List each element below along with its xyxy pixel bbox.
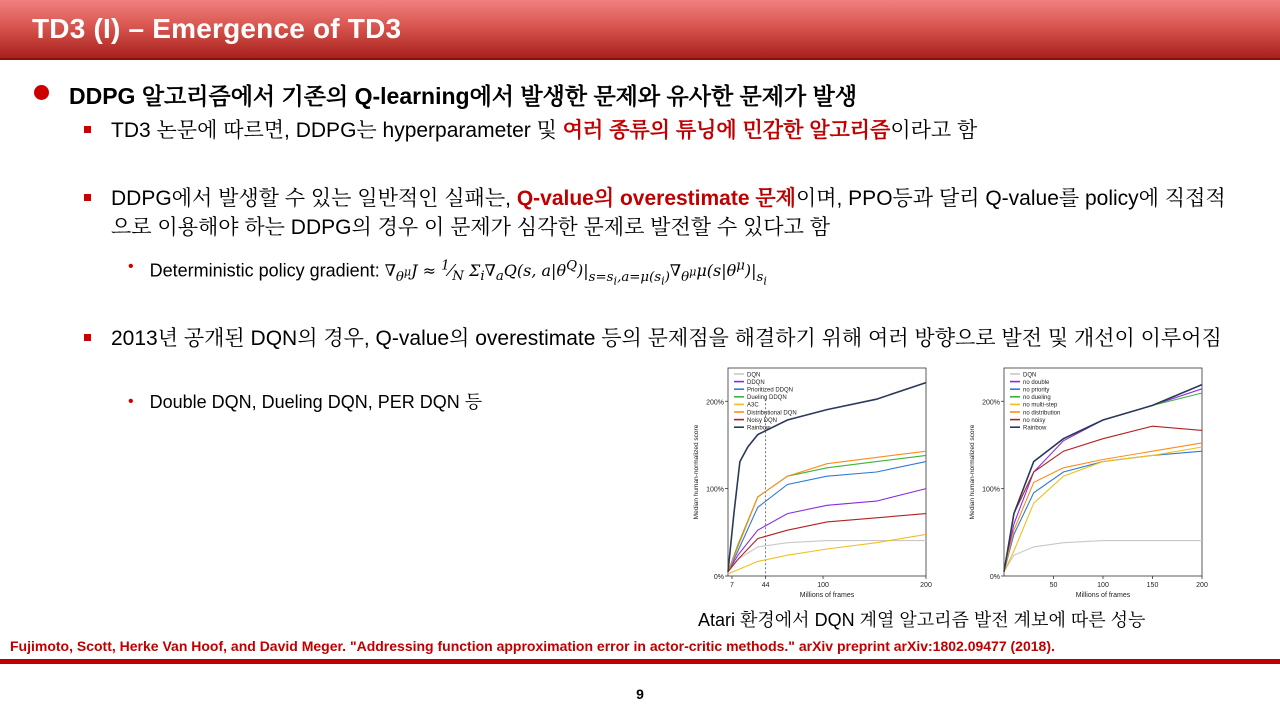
legend-entry: Rainbow [747, 425, 771, 432]
y-tick-label: 0% [713, 574, 724, 581]
bullet-dot-small: • [128, 393, 134, 410]
y-tick-label: 0% [989, 574, 1000, 581]
legend-entry: A3C [747, 402, 759, 409]
chart-caption: Atari 환경에서 DQN 계열 알고리즘 발전 계보에 따른 성능 [698, 610, 1146, 630]
main-bullet [34, 78, 857, 111]
series-line-ddqn [728, 489, 926, 572]
x-tick-label: 50 [1049, 582, 1058, 589]
x-tick-label: 7 [730, 582, 734, 589]
series-line-dueling-ddqn [728, 455, 926, 571]
legend-entry: DQN [747, 372, 761, 379]
y-tick-label: 100% [706, 486, 724, 494]
series-line-dqn [728, 541, 926, 572]
sub-bullet-1-text [111, 116, 977, 145]
charts-area [684, 360, 1234, 600]
series-line-distributional-dqn [728, 451, 926, 572]
series-line-dqn [1004, 541, 1202, 572]
sub-bullet-2 [84, 184, 1244, 242]
legend-entry: Dueling DDQN [747, 395, 787, 402]
bullet-square [84, 334, 91, 341]
x-tick-label: 200 [920, 582, 932, 589]
bullet-square [84, 194, 91, 201]
sub-bullet-3-text: 2013년 공개된 DQN의 경우, Q-value의 overestimate 등의 문제점을 해결하기 위해 여러 방향으로 발전 및 개선이 이루어짐 [111, 327, 1222, 350]
series-line-noisy-dqn [728, 514, 926, 572]
dpg-formula: $\nabla_{\theta^\mu}J$ ≈ $^1⁄_N$ $\Sigma_i\nabla_aQ(s$, $a|\theta^Q)|_{s=s_i,a=\mu(s_i)}\nabla_{\theta^\mu}\mu(s|\theta^\mu)|_{s_i}$ [384, 259, 767, 288]
sub-bullet-2-post: 이며, PPO등과 달리 Q-value를 policy에 직접적으로 이용해야 하는 DDPG의 경우 이 문제가 심각한 문제로 발전할 수 있다고 함 [111, 187, 1226, 239]
formula-line [150, 255, 767, 293]
x-tick-label: 100 [1097, 582, 1109, 589]
series-line-prioritized-ddqn [728, 462, 926, 572]
x-tick-label: 150 [1146, 582, 1159, 589]
chart-right [960, 360, 1210, 599]
sub-bullet-2-pre: DDPG에서 발생할 수 있는 일반적인 실패는, [111, 187, 517, 210]
legend-entry: no dueling [1023, 395, 1051, 402]
legend-entry: no double [1023, 379, 1050, 386]
bullet-dot [34, 85, 49, 100]
citation: Fujimoto, Scott, Herke Van Hoof, and David Meger. "Addressing function approximation error in actor-critic methods." arXiv preprint arXiv:1802.09477 (2018). [10, 638, 1055, 654]
sub-bullet-1-highlight: 여러 종류의 튜닝에 민감한 알고리즘 [562, 119, 891, 142]
legend-entry: no multi-step [1023, 402, 1058, 409]
formula-label: Deterministic policy gradient: [149, 260, 385, 281]
legend-entry: Distributional DQN [747, 410, 797, 417]
sub-bullet-2-text [111, 184, 1244, 242]
page-number: 9 [636, 686, 644, 702]
sub-bullet-3 [84, 324, 1244, 353]
dqn-variants-text: Double DQN, Dueling DQN, PER DQN 등 [149, 392, 483, 412]
y-axis-label: Median human-normalized score [693, 424, 700, 520]
series-line-no-priority [1004, 451, 1202, 572]
sub-bullet-1 [84, 116, 1244, 145]
series-line-no-multi-step [1004, 447, 1202, 572]
legend-entry: DQN [1023, 372, 1037, 379]
bullet-dot-small: • [128, 258, 134, 275]
legend-entry: DDQN [747, 379, 765, 386]
legend-entry: no noisy [1023, 417, 1046, 424]
x-axis-label: Millions of frames [799, 592, 855, 599]
x-axis-label: Millions of frames [1075, 592, 1131, 599]
legend-entry: Rainbow [1023, 425, 1047, 432]
dqn-variants-bullet [128, 390, 482, 414]
legend-entry: no distribution [1023, 410, 1061, 417]
slide-title: TD3 (I) – Emergence of TD3 [32, 13, 402, 44]
y-axis-label: Median human-normalized score [969, 424, 976, 520]
x-tick-label: 44 [761, 582, 770, 589]
sub-bullet-2-highlight: Q-value의 overestimate 문제 [516, 187, 796, 210]
x-tick-label: 100 [817, 582, 829, 589]
y-tick-label: 200% [706, 399, 724, 407]
y-tick-label: 200% [982, 399, 1000, 407]
y-tick-label: 100% [982, 486, 1000, 494]
legend-entry: Prioritized DDQN [747, 387, 794, 394]
legend-entry: no priority [1023, 387, 1050, 394]
formula-bullet [128, 255, 767, 293]
chart-left [684, 360, 934, 599]
sub-bullet-1-post: 이라고 함 [890, 119, 978, 142]
x-tick-label: 200 [1196, 582, 1208, 589]
bullet-square [84, 126, 91, 133]
main-bullet-text: DDPG 알고리즘에서 기존의 Q-learning에서 발생한 문제와 유사한 문제가 발생 [69, 83, 858, 109]
legend-entry: Noisy DQN [747, 417, 778, 424]
bottom-divider [0, 659, 1280, 664]
sub-bullet-1-pre: TD3 논문에 따르면, DDPG는 hyperparameter 및 [111, 119, 563, 142]
